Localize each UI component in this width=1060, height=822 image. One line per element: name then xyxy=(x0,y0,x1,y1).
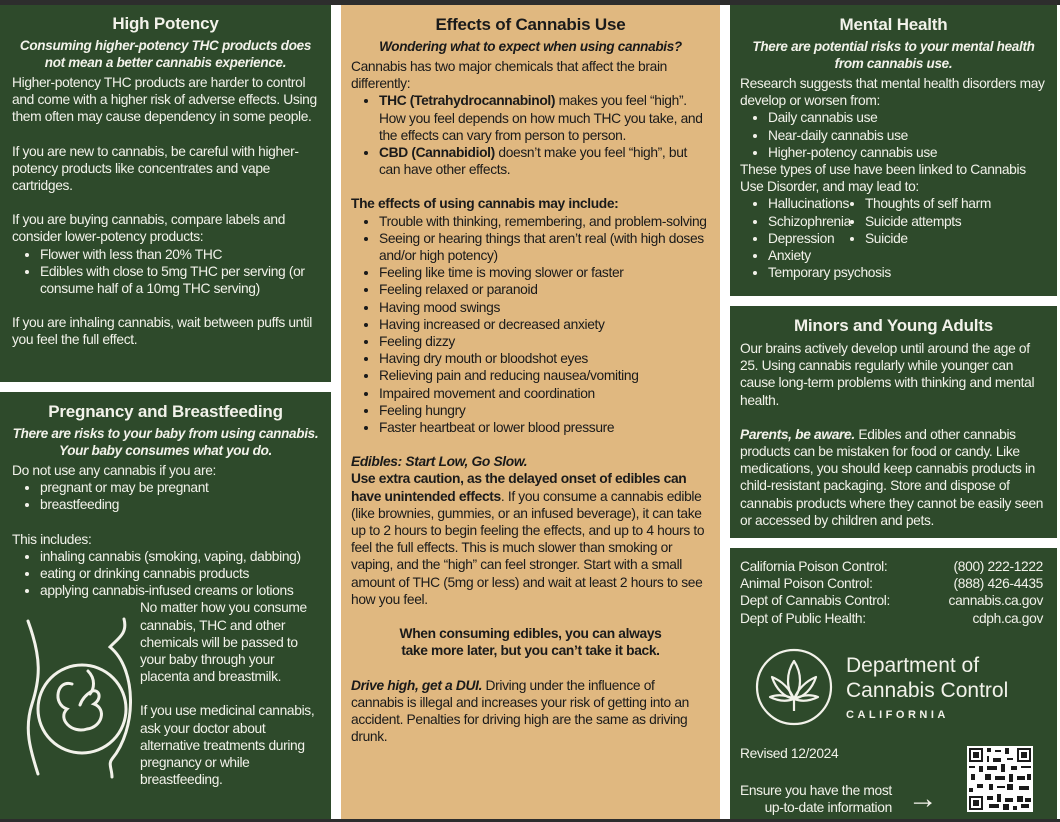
pregnancy-para1: No matter how you consume cannabis, THC and other chemicals will be passed to your baby through your placenta and breastmilk. xyxy=(140,600,307,685)
contact-row xyxy=(740,592,1043,609)
high-potency-subtitle: Consuming higher-potency THC products does not mean a better cannabis experience. xyxy=(19,38,312,70)
high-potency-para4: If you are inhaling cannabis, wait between puffs until you feel the full effect. xyxy=(12,315,312,348)
list-item: • Having mood swings xyxy=(379,299,710,316)
list-item: • Near-daily cannabis use xyxy=(768,127,1047,144)
effects-subtitle: Wondering what to expect when using cannabis? xyxy=(379,39,682,54)
list-item: • Flower with less than 20% THC xyxy=(40,246,319,263)
minors-panel xyxy=(730,306,1057,538)
pregnancy-subtitle: There are risks to your baby from using cannabis. Your baby consumes what you do. xyxy=(12,426,319,458)
effects-panel xyxy=(341,5,720,819)
minors-para2 xyxy=(740,426,1047,529)
list-item: • Depression xyxy=(768,230,891,247)
list-item: • Temporary psychosis xyxy=(768,264,891,281)
logo-line-3: CALIFORNIA xyxy=(846,708,949,721)
list-item: • Seeing or hearing things that aren’t real (with high doses and/or high potency) xyxy=(379,230,710,264)
list-item: • Feeling like time is moving slower or faster xyxy=(379,264,710,281)
minors-para1: Our brains actively develop until around the age of 25. Using cannabis regularly while younger can cause long-term problems with thinking and mental health. xyxy=(740,341,1035,408)
effects-list xyxy=(351,213,710,437)
logo-line-2: Cannabis Control xyxy=(846,678,1009,702)
revised-date: Revised 12/2024 xyxy=(740,745,839,761)
list-item: • Feeling relaxed or paranoid xyxy=(379,281,710,298)
cbd-label: CBD (Cannabidiol) xyxy=(379,145,495,161)
high-potency-panel xyxy=(0,5,331,382)
edibles-bold: Use extra caution, as the delayed onset of edibles can have unintended effects xyxy=(351,471,687,504)
list-item xyxy=(379,92,710,144)
list-item: • breastfeeding xyxy=(40,496,319,513)
list-item: • Faster heartbeat or lower blood pressure xyxy=(379,419,710,436)
effects-title: Effects of Cannabis Use xyxy=(435,15,626,34)
list-item: • Daily cannabis use xyxy=(768,109,1047,126)
list-item: • Feeling dizzy xyxy=(379,333,710,350)
minors-title: Minors and Young Adults xyxy=(793,316,994,335)
list-item: • Trouble with thinking, remembering, and problem-solving xyxy=(379,213,710,230)
contact-label: Animal Poison Control: xyxy=(740,576,873,592)
contacts-panel xyxy=(730,548,1057,819)
dui-text: Driving under the influence of cannabis is illegal and increases your risk of getting into an accident. Penalties for driving high are the same as driving drunk. xyxy=(351,677,689,745)
contact-value[interactable]: (800) 222-1222 xyxy=(953,559,1043,574)
contact-value[interactable]: (888) 426-4435 xyxy=(953,576,1043,592)
list-item: • Edibles with close to 5mg THC per serving (or consume half of a 10mg THC serving) xyxy=(40,263,319,297)
pregnancy-intro: Do not use any cannabis if you are: xyxy=(12,463,217,478)
pregnancy-panel xyxy=(0,392,331,819)
contact-row xyxy=(740,558,1043,575)
list-item: • Relieving pain and reducing nausea/vomiting xyxy=(379,367,710,384)
list-item: • applying cannabis-infused creams or lotions xyxy=(40,582,319,599)
mental-health-list-col2 xyxy=(843,195,991,281)
effects-intro: Cannabis has two major chemicals that affect the brain differently: xyxy=(351,59,667,92)
parents-bold: Parents, be aware. xyxy=(740,426,855,442)
list-item: • Feeling hungry xyxy=(379,402,710,419)
list-item: • Having increased or decreased anxiety xyxy=(379,316,710,333)
ensure-line-2: up-to-date information xyxy=(764,800,892,816)
cannabis-leaf-icon xyxy=(754,647,834,727)
pregnancy-icon xyxy=(12,599,140,788)
high-potency-para3: If you are buying cannabis, compare labels and consider lower-potency products: xyxy=(12,212,286,245)
list-item: • Having dry mouth or bloodshot eyes xyxy=(379,350,710,367)
contacts-list xyxy=(740,558,1043,627)
edibles-paragraph xyxy=(351,470,710,608)
thc-text: makes you feel “high”. How you feel depends on how much THC you take, and the effects can vary from person to person. xyxy=(379,93,703,143)
list-item: • Suicide attempts xyxy=(865,213,991,230)
arrow-right-icon: → xyxy=(907,782,938,816)
dcc-logo xyxy=(740,647,1043,727)
edibles-heading: Edibles: Start Low, Go Slow. xyxy=(351,454,528,470)
effects-list-heading: The effects of using cannabis may include: xyxy=(351,196,619,212)
pregnancy-includes: This includes: xyxy=(12,531,92,547)
list-item: • inhaling cannabis (smoking, vaping, dabbing) xyxy=(40,548,319,565)
list-item: • Higher-potency cannabis use xyxy=(768,144,1047,161)
ensure-line-1: Ensure you have the most xyxy=(740,783,892,799)
edibles-text: . If you consume a cannabis edible (like brownies, gummies, or an infused beverage), it can take up to 2 hours to begin feeling the effects, and up to 4 hours to feel the full effects. This is much slower than smoking or vaping, and the “high” can feel stronger. Start with a small amount of THC (5mg or less) and wait at least 2 hours to see how you feel. xyxy=(351,488,705,607)
contact-label: Dept of Public Health: xyxy=(740,610,866,626)
edibles-callout-1: When consuming edibles, you can always xyxy=(399,626,662,642)
list-item: • pregnant or may be pregnant xyxy=(40,479,319,496)
list-item: • Impaired movement and coordination xyxy=(379,385,710,402)
mental-health-intro: Research suggests that mental health disorders may develop or worsen from: xyxy=(740,76,1045,109)
contact-value[interactable]: cannabis.ca.gov xyxy=(948,593,1043,609)
dui-paragraph xyxy=(351,677,710,746)
pregnancy-list-1 xyxy=(12,479,319,513)
high-potency-title: High Potency xyxy=(112,14,219,33)
mental-health-panel xyxy=(730,5,1057,296)
contact-row xyxy=(740,610,1043,627)
list-item: • Suicide xyxy=(865,230,991,247)
list-item: • Hallucinations xyxy=(768,195,891,212)
chemicals-list xyxy=(351,92,710,178)
list-item: • Anxiety xyxy=(768,247,891,264)
list-item: • eating or drinking cannabis products xyxy=(40,565,319,582)
contact-value[interactable]: cdph.ca.gov xyxy=(972,610,1043,626)
contact-label: California Poison Control: xyxy=(740,559,888,574)
dui-bold: Drive high, get a DUI. xyxy=(351,677,483,693)
list-item xyxy=(379,144,710,178)
pregnancy-para2: If you use medicinal cannabis, ask your doctor about alternative treatments during pregnancy or while breastfeeding. xyxy=(140,703,315,788)
thc-label: THC (Tetrahydrocannabinol) xyxy=(379,93,556,109)
high-potency-list xyxy=(12,246,319,298)
list-item: • Schizophrenia xyxy=(768,213,891,230)
pregnancy-title: Pregnancy and Breastfeeding xyxy=(48,402,283,421)
edibles-callout-2: take more later, but you can’t take it back. xyxy=(401,643,660,659)
list-item: • Thoughts of self harm xyxy=(865,195,991,212)
mental-health-subtitle: There are potential risks to your mental health from cannabis use. xyxy=(752,39,1035,71)
pregnancy-list-2 xyxy=(12,548,319,600)
cbd-text: doesn’t make you feel “high”, but can have other effects. xyxy=(379,145,688,178)
logo-line-1: Department of xyxy=(846,653,980,677)
contact-row xyxy=(740,575,1043,592)
contact-label: Dept of Cannabis Control: xyxy=(740,593,891,609)
parents-text: Edibles and other cannabis products can be mistaken for food or candy. Like medications, you should keep cannabis products in child-resistant packaging. Store and dispose of cannabis products where they cannot be easily seen or accessed by children and pets. xyxy=(740,426,1044,528)
high-potency-para2: If you are new to cannabis, be careful with higher-potency products like concentrates and vape cartridges. xyxy=(12,143,299,194)
high-potency-para1: Higher-potency THC products are harder to control and come with a higher risk of adverse effects. Using them often may cause dependency in some people. xyxy=(12,75,317,125)
mental-health-linked: These types of use have been linked to Cannabis Use Disorder, and may lead to: xyxy=(740,162,1026,195)
qr-code[interactable] xyxy=(967,746,1033,812)
mental-health-title: Mental Health xyxy=(839,15,948,34)
mental-health-list-1 xyxy=(740,109,1047,161)
